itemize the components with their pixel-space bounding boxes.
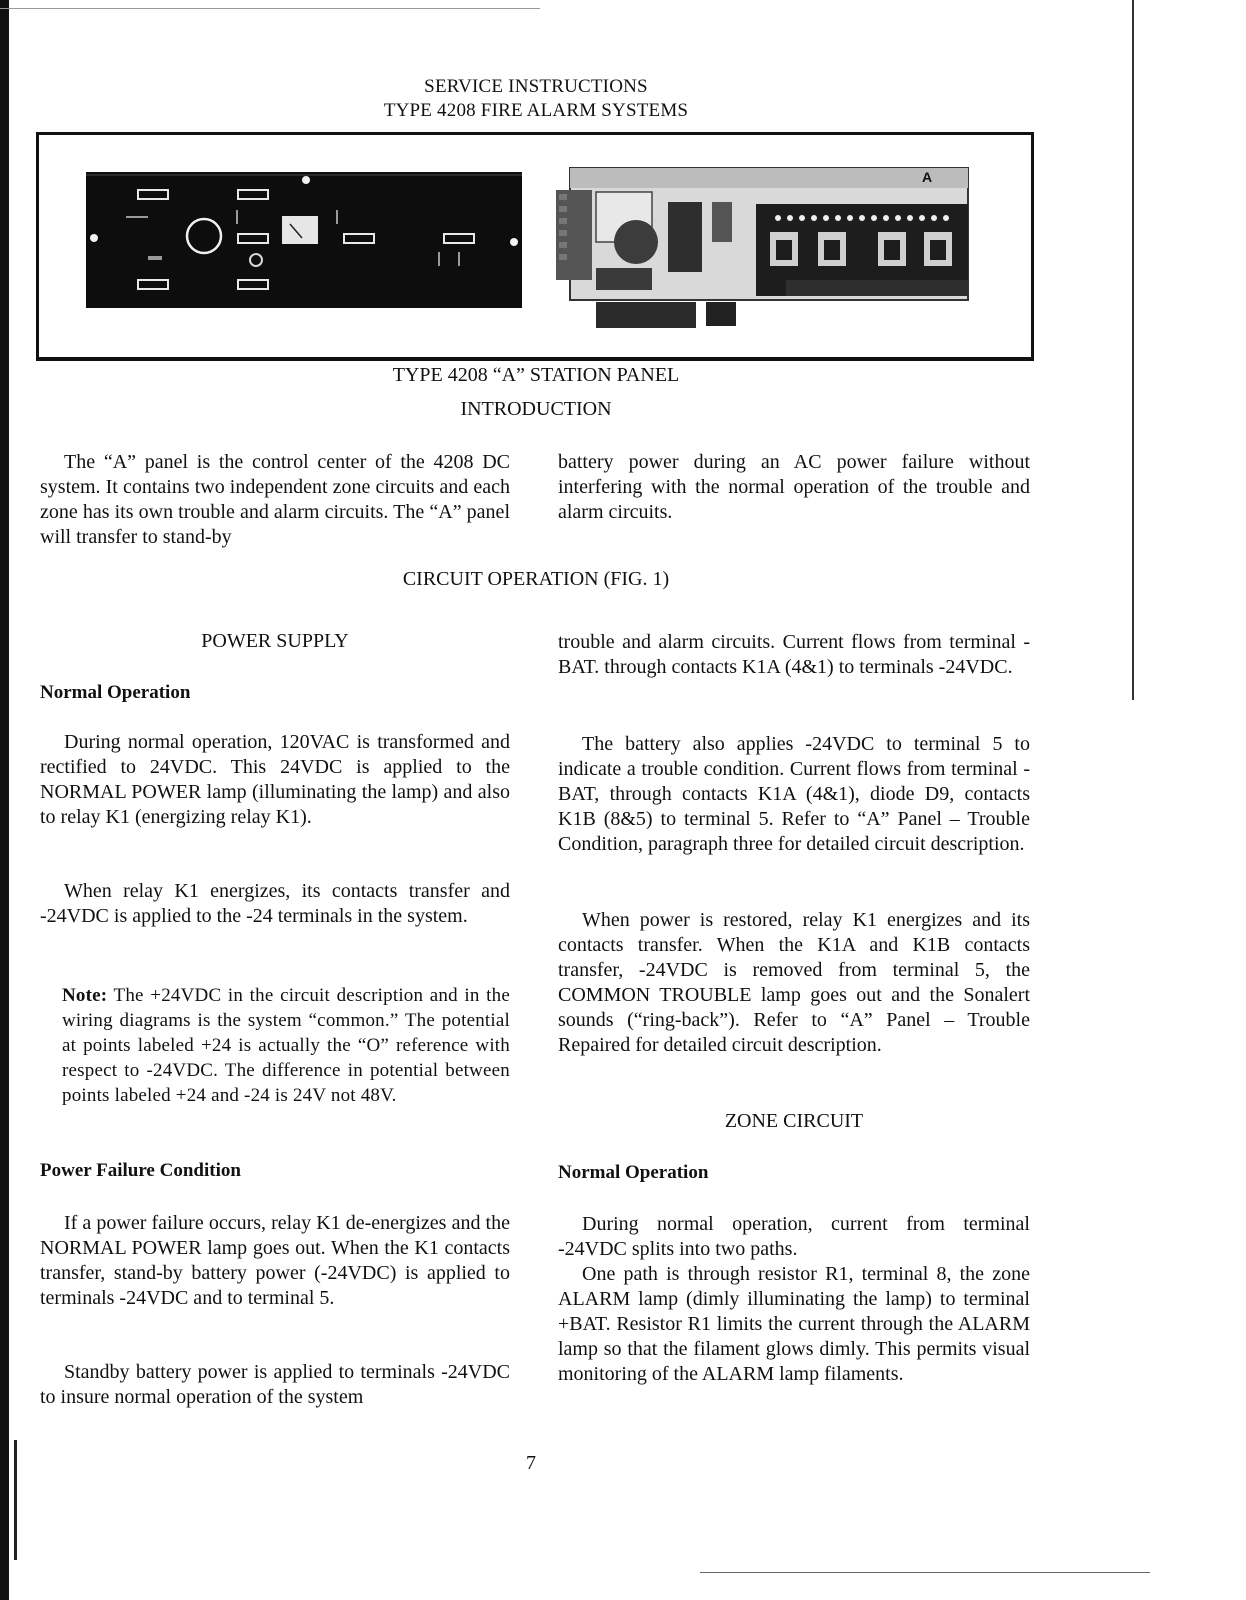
right-paragraph-1: trouble and alarm circuits. Current flows from terminal -BAT. through contacts K1A (4&1) to terminals -24VDC. [558,631,1030,678]
scan-right-edge [1132,0,1134,700]
station-panel-front-photo [86,172,522,308]
page-number: 7 [526,1452,536,1474]
document-title: SERVICE INSTRUCTIONS [424,76,648,97]
zone-circuit-heading: ZONE CIRCUIT [724,1110,864,1132]
document-subtitle: TYPE 4208 FIRE ALARM SYSTEMS [383,100,689,121]
note-text: The +24VDC in the circuit description and in the wiring diagrams is the system “common.” The potential at points labeled +24 is actually the “O” reference with respect to -24VDC. The difference in potential between points labeled +24 and -24 is 24V not 48V. [62,985,510,1106]
intro-right-paragraph: battery power during an AC power failure without interfering with the normal operation of the trouble and alarm circuits. [558,451,1030,523]
scan-edge-mark [14,1440,17,1560]
power-failure-heading: Power Failure Condition [40,1160,241,1181]
power-supply-paragraph-1: During normal operation, 120VAC is transformed and rectified to 24VDC. This 24VDC is applied to the NORMAL POWER lamp (illuminating the lamp) and also to relay K1 (energizing relay K1). [40,731,510,828]
scan-edge-bar [0,0,9,1600]
scan-top-rule [0,8,540,9]
note-label: Note: [62,985,108,1006]
zone-paragraph-1: During normal operation, current from terminal -24VDC splits into two paths. [558,1213,1030,1260]
normal-operation-heading: Normal Operation [40,682,191,703]
scan-bottom-rule [700,1572,1150,1573]
power-supply-heading: POWER SUPPLY [201,630,349,652]
circuit-board-photo [556,162,974,332]
note-paragraph [62,983,510,1108]
power-supply-paragraph-2: When relay K1 energizes, its contacts transfer and -24VDC is applied to the -24 terminals in the system. [40,880,510,927]
figure-caption: TYPE 4208 “A” STATION PANEL [392,364,680,386]
right-paragraph-3: When power is restored, relay K1 energizes and its contacts transfer. When the K1A and K1B contacts transfer, -24VDC is removed from terminal 5, the COMMON TROUBLE lamp goes out and the Sonalert sounds (“ring-back”). Refer to “A” Panel – Trouble Repaired for detailed circuit description. [558,909,1030,1056]
power-failure-paragraph-1: If a power failure occurs, relay K1 de-energizes and the NORMAL POWER lamp goes out. When the K1 contacts transfer, stand-by battery power (-24VDC) is applied to terminals -24VDC and to terminal 5. [40,1212,510,1309]
zone-paragraph-2: One path is through resistor R1, terminal 8, the zone ALARM lamp (dimly illuminating the lamp) to terminal +BAT. Resistor R1 limits the current through the ALARM lamp so that the filament glows dimly. This permits visual monitoring of the ALARM lamp filaments. [558,1263,1030,1385]
power-failure-paragraph-2: Standby battery power is applied to terminals -24VDC to insure normal operation of the system [40,1361,510,1408]
zone-normal-operation-heading: Normal Operation [558,1162,709,1183]
right-paragraph-2: The battery also applies -24VDC to terminal 5 to indicate a trouble condition. Current flows from terminal -BAT, through contacts K1A (4&1), diode D9, contacts K1B (8&5) to terminal 5. Refer to “A” Panel – Trouble Condition, paragraph three for detailed circuit description. [558,733,1030,855]
introduction-heading: INTRODUCTION [460,398,612,420]
board-label-a: A [922,169,933,185]
intro-left-paragraph: The “A” panel is the control center of the 4208 DC system. It contains two independent zone circuits and each zone has its own trouble and alarm circuits. The “A” panel will transfer to stand-by [40,451,510,548]
circuit-operation-heading: CIRCUIT OPERATION (FIG. 1) [402,568,670,590]
